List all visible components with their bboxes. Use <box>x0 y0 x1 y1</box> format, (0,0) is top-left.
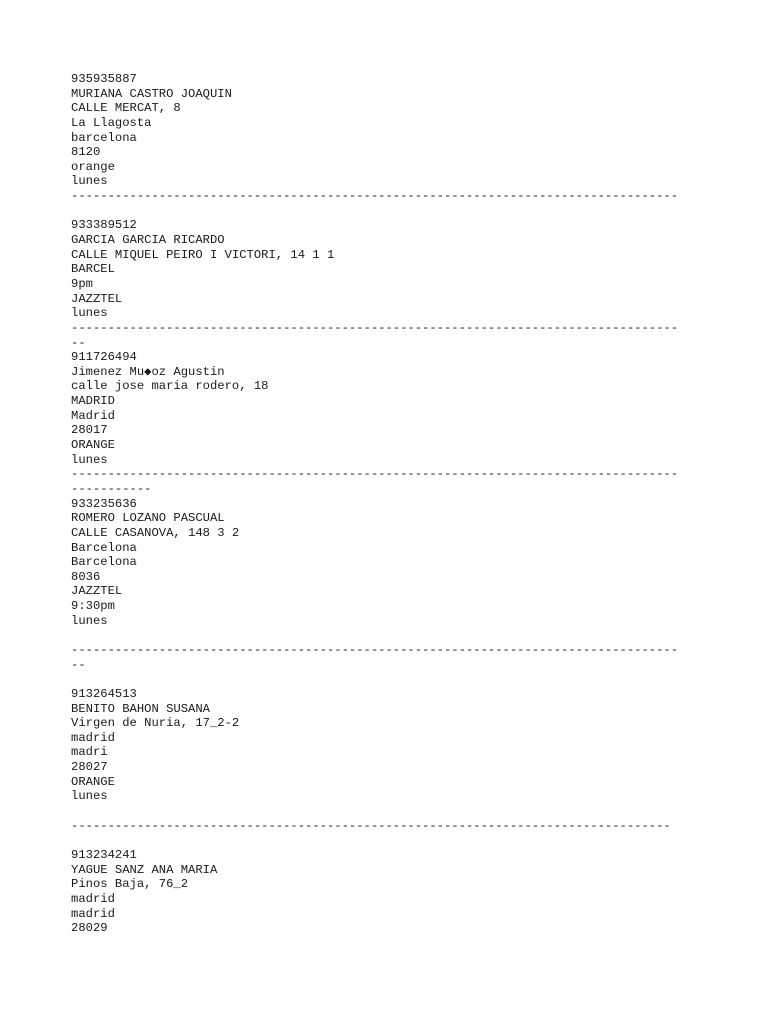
text-line: BENITO BAHON SUSANA <box>71 701 210 716</box>
blank-line <box>71 628 731 643</box>
text-line: 935935887 <box>71 72 137 86</box>
text-line: 8036 <box>71 569 101 584</box>
text-line: lunes <box>71 452 108 467</box>
document-page <box>71 72 731 936</box>
separator-line: ----------------------------------------------------------------------------------- <box>71 189 679 204</box>
text-line: lunes <box>71 789 108 804</box>
text-line: lunes <box>71 613 108 628</box>
text-line: lunes <box>71 174 108 189</box>
blank-line <box>71 833 731 848</box>
text-line: CALLE MERCAT, 8 <box>71 101 181 116</box>
text-line: CALLE MIQUEL PEIRO I VICTORI, 14 1 1 <box>71 247 335 262</box>
text-line: Barcelona <box>71 555 137 570</box>
text-line: calle jose maria rodero, 18 <box>71 379 269 394</box>
text-line: madri <box>71 745 108 760</box>
text-line: 9pm <box>71 276 93 291</box>
blank-line <box>71 804 731 819</box>
text-line: La Llagosta <box>71 115 152 130</box>
blank-line <box>71 204 731 219</box>
text-line: ORANGE <box>71 774 115 789</box>
blank-line <box>71 672 731 687</box>
separator-line: ----------------------------------------------------------------------------------- <box>71 467 679 482</box>
text-line: ORANGE <box>71 438 115 453</box>
text-line: orange <box>71 159 115 174</box>
text-line: CALLE CASANOVA, 148 3 2 <box>71 525 240 540</box>
separator-line: -- <box>71 335 86 350</box>
text-line: Virgen de Nuria, 17_2-2 <box>71 716 240 731</box>
text-line: MADRID <box>71 394 115 409</box>
text-line: Jimenez Mu◆oz Agustin <box>71 364 225 379</box>
text-line: Madrid <box>71 408 115 423</box>
text-line: madrid <box>71 891 115 906</box>
text-line: YAGUE SANZ ANA MARIA <box>71 862 218 877</box>
text-line: JAZZTEL <box>71 584 123 599</box>
text-line: Barcelona <box>71 540 137 555</box>
text-line: 8120 <box>71 145 101 160</box>
text-line: barcelona <box>71 130 137 145</box>
text-line: 913234241 <box>71 847 137 862</box>
text-line: 933389512 <box>71 218 137 233</box>
text-line: lunes <box>71 306 108 321</box>
text-line: 9:30pm <box>71 599 115 614</box>
text-line: 28029 <box>71 921 108 936</box>
text-line: MURIANA CASTRO JOAQUIN <box>71 86 232 101</box>
text-line: 933235636 <box>71 496 137 511</box>
separator-line: ----------------------------------------------------------------------------------- <box>71 642 679 657</box>
text-line: madrid <box>71 906 115 921</box>
text-line: 911726494 <box>71 350 137 365</box>
text-line: 28027 <box>71 760 108 775</box>
text-line: JAZZTEL <box>71 291 123 306</box>
separator-line: ----------------------------------------------------------------------------------- <box>71 320 679 335</box>
separator-line: -- <box>71 657 86 672</box>
text-line: 28017 <box>71 423 108 438</box>
text-line: madrid <box>71 730 115 745</box>
text-line: 913264513 <box>71 686 137 701</box>
separator-line: ----------- <box>71 481 152 496</box>
text-line: ROMERO LOZANO PASCUAL <box>71 511 225 526</box>
separator-line: ---------------------------------------------------------------------------------- <box>71 818 671 833</box>
text-line: GARCIA GARCIA RICARDO <box>71 233 225 248</box>
text-line: Pinos Baja, 76_2 <box>71 877 189 892</box>
text-line: BARCEL <box>71 262 115 277</box>
